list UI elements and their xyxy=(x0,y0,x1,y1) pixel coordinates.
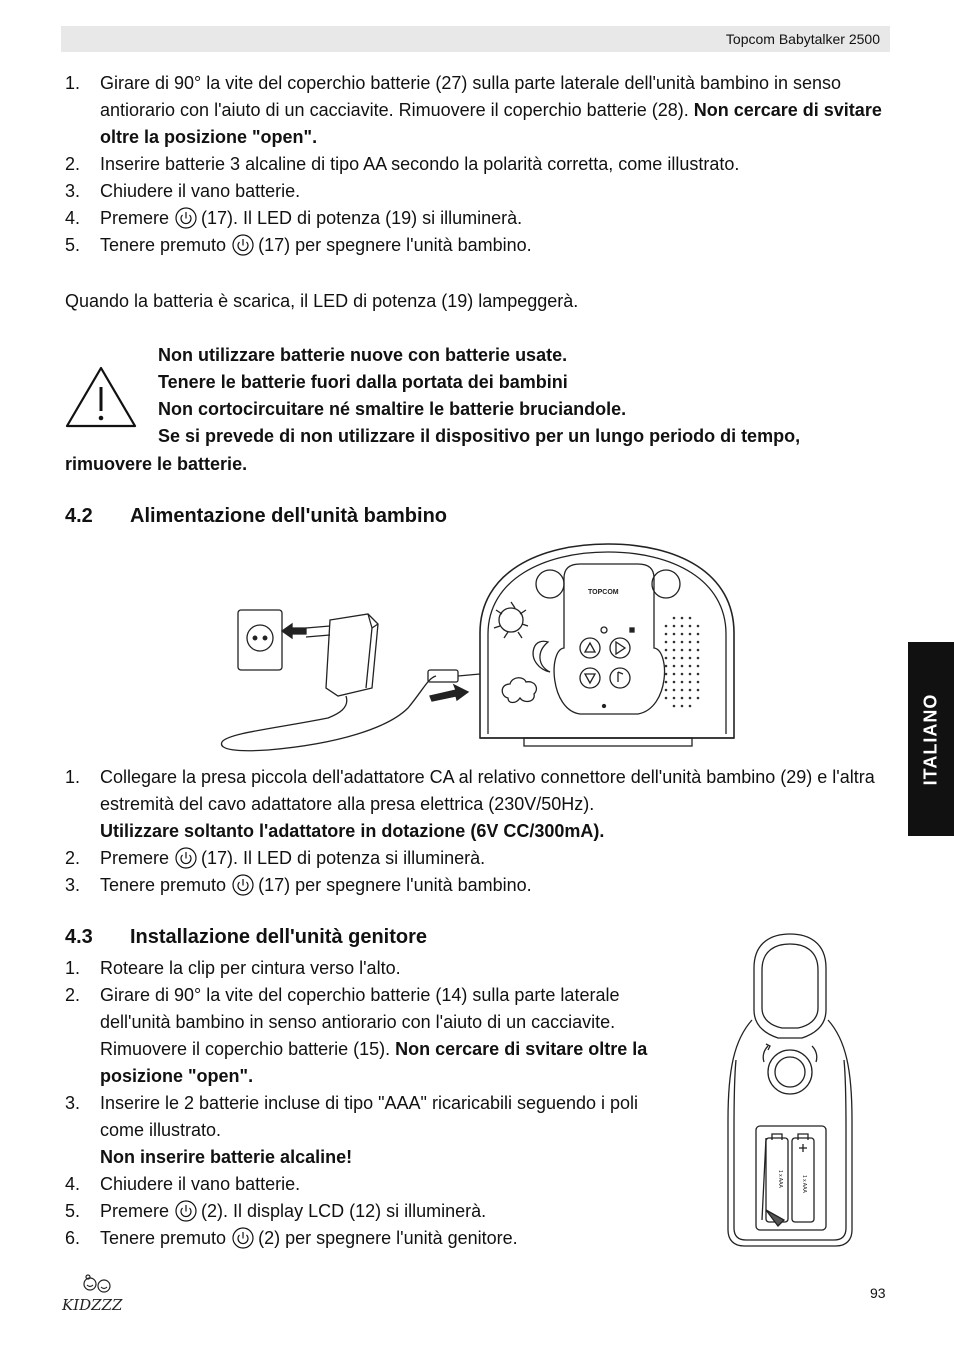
speaker-dot xyxy=(697,633,700,636)
speaker-dot xyxy=(673,625,676,628)
speaker-dot xyxy=(681,657,684,660)
speaker-dot xyxy=(689,681,692,684)
list-item: 5. Premere (2). Il display LCD (12) si illuminerà. xyxy=(65,1201,487,1221)
list-item: 1. Roteare la clip per cintura verso l'alto. xyxy=(65,958,401,978)
power-icon xyxy=(175,847,197,869)
speaker-dot xyxy=(697,689,700,692)
page-number: 93 xyxy=(870,1285,886,1301)
power-steps xyxy=(65,764,885,899)
speaker-dot xyxy=(665,681,668,684)
speaker-dot xyxy=(665,689,668,692)
speaker-dot xyxy=(689,617,692,620)
low-battery-note: Quando la batteria è scarica, il LED di potenza (19) lampeggerà. xyxy=(65,291,579,311)
speaker-dot xyxy=(681,617,684,620)
speaker-dot xyxy=(673,633,676,636)
speaker-dot xyxy=(681,641,684,644)
speaker-dot xyxy=(689,649,692,652)
power-icon xyxy=(175,207,197,229)
speaker-dot xyxy=(665,649,668,652)
battery-steps xyxy=(65,70,885,259)
topcom-logo-text: TOPCOM xyxy=(588,589,619,596)
kidzzz-logo xyxy=(60,1272,132,1316)
list-item: 3. Tenere premuto (17) per spegnere l'unità bambino. xyxy=(65,875,532,895)
speaker-dot xyxy=(665,625,668,628)
power-icon xyxy=(232,1227,254,1249)
speaker-dot xyxy=(689,633,692,636)
baby-unit-power-illustration xyxy=(218,538,738,752)
speaker-dot xyxy=(689,657,692,660)
speaker-dot xyxy=(689,665,692,668)
header-bar xyxy=(61,26,890,52)
speaker-dot xyxy=(673,665,676,668)
language-tab: ITALIANO xyxy=(908,642,954,836)
speaker-dot xyxy=(673,617,676,620)
speaker-dot xyxy=(665,697,668,700)
list-item: 5. Tenere premuto (17) per spegnere l'unità bambino. xyxy=(65,235,532,255)
speaker-dot xyxy=(665,633,668,636)
speaker-grille xyxy=(665,617,700,708)
list-item: 1. Girare di 90° la vite del coperchio batterie (27) sulla parte laterale dell'unità bambino in senso antiorario con l'aiuto di un cacciavite. Rimuovere il coperchio batterie (28). Non cercare di svitare oltre la posizione "open". xyxy=(65,73,882,147)
list-item: 1. Collegare la presa piccola dell'adattatore CA al relativo connettore dell'unità bambino (29) e l'altra estremità del cavo adattatore alla presa elettrica (230V/50Hz). Utilizzare soltanto l'adattatore in dotazione (6V CC/300mA). xyxy=(65,767,875,841)
list-item: 2. Premere (17). Il LED di potenza si illuminerà. xyxy=(65,848,486,868)
battery-label: 1 x AAA xyxy=(801,1175,807,1193)
speaker-dot xyxy=(697,649,700,652)
speaker-dot xyxy=(697,673,700,676)
speaker-dot xyxy=(689,673,692,676)
list-item: 2. Inserire batterie 3 alcaline di tipo AA secondo la polarità corretta, come illustrato. xyxy=(65,154,740,174)
speaker-dot xyxy=(673,697,676,700)
speaker-dot xyxy=(673,673,676,676)
speaker-dot xyxy=(665,657,668,660)
parent-unit-illustration xyxy=(722,930,857,1248)
list-item: 6. Tenere premuto (2) per spegnere l'unità genitore. xyxy=(65,1228,518,1248)
speaker-dot xyxy=(681,689,684,692)
speaker-dot xyxy=(681,625,684,628)
warning-line: Non utilizzare batterie nuove con batterie usate. xyxy=(158,345,568,365)
power-icon xyxy=(175,1200,197,1222)
speaker-dot xyxy=(689,697,692,700)
list-item: 4. Premere (17). Il LED di potenza (19) si illuminerà. xyxy=(65,208,523,228)
list-item: 4. Chiudere il vano batterie. xyxy=(65,1174,301,1194)
speaker-dot xyxy=(665,673,668,676)
speaker-dot xyxy=(681,705,684,708)
speaker-dot xyxy=(689,641,692,644)
list-item: 3. Inserire le 2 batterie incluse di tipo "AAA" ricaricabili seguendo i poli come illustrato. Non inserire batterie alcaline! xyxy=(65,1093,639,1167)
speaker-dot xyxy=(697,681,700,684)
speaker-dot xyxy=(697,657,700,660)
speaker-dot xyxy=(673,689,676,692)
power-icon xyxy=(232,234,254,256)
speaker-dot xyxy=(681,697,684,700)
speaker-dot xyxy=(673,649,676,652)
warning-line: Se si prevede di non utilizzare il dispositivo per un lungo periodo di tempo, xyxy=(158,426,801,446)
speaker-dot xyxy=(681,673,684,676)
speaker-dot xyxy=(665,665,668,668)
parent-steps xyxy=(65,955,680,1252)
speaker-dot xyxy=(673,641,676,644)
speaker-dot xyxy=(697,641,700,644)
speaker-dot xyxy=(689,625,692,628)
speaker-dot xyxy=(697,665,700,668)
list-item: 2. Girare di 90° la vite del coperchio batterie (14) sulla parte laterale dell'unità bambino in senso antiorario con l'aiuto di un cacciavite. Rimuovere il coperchio batterie (15). Non cercare di svitare oltre la posizione "open". xyxy=(65,985,648,1086)
speaker-dot xyxy=(673,705,676,708)
speaker-dot xyxy=(689,689,692,692)
warning-line: Non cortocircuitare né smaltire le batterie bruciandole. xyxy=(158,399,627,419)
header-title: Topcom Babytalker 2500 xyxy=(725,31,880,47)
power-icon xyxy=(232,874,254,896)
speaker-dot xyxy=(665,641,668,644)
speaker-dot xyxy=(681,633,684,636)
speaker-dot xyxy=(697,625,700,628)
speaker-dot xyxy=(697,697,700,700)
section-heading: 4.2 Alimentazione dell'unità bambino xyxy=(65,505,448,527)
speaker-dot xyxy=(673,681,676,684)
speaker-dot xyxy=(673,657,676,660)
warning-triangle-icon xyxy=(64,365,138,429)
list-item: 3. Chiudere il vano batterie. xyxy=(65,181,301,201)
warning-line: Tenere le batterie fuori dalla portata dei bambini xyxy=(158,372,568,392)
section-heading: 4.3 Installazione dell'unità genitore xyxy=(65,926,428,948)
kidzzz-logo-text: KIDZZZ xyxy=(62,1296,123,1314)
battery-label: 1 x AAA xyxy=(777,1170,783,1188)
warning-line: rimuovere le batterie. xyxy=(65,454,248,474)
speaker-dot xyxy=(681,649,684,652)
speaker-dot xyxy=(689,705,692,708)
speaker-dot xyxy=(681,665,684,668)
speaker-dot xyxy=(681,681,684,684)
